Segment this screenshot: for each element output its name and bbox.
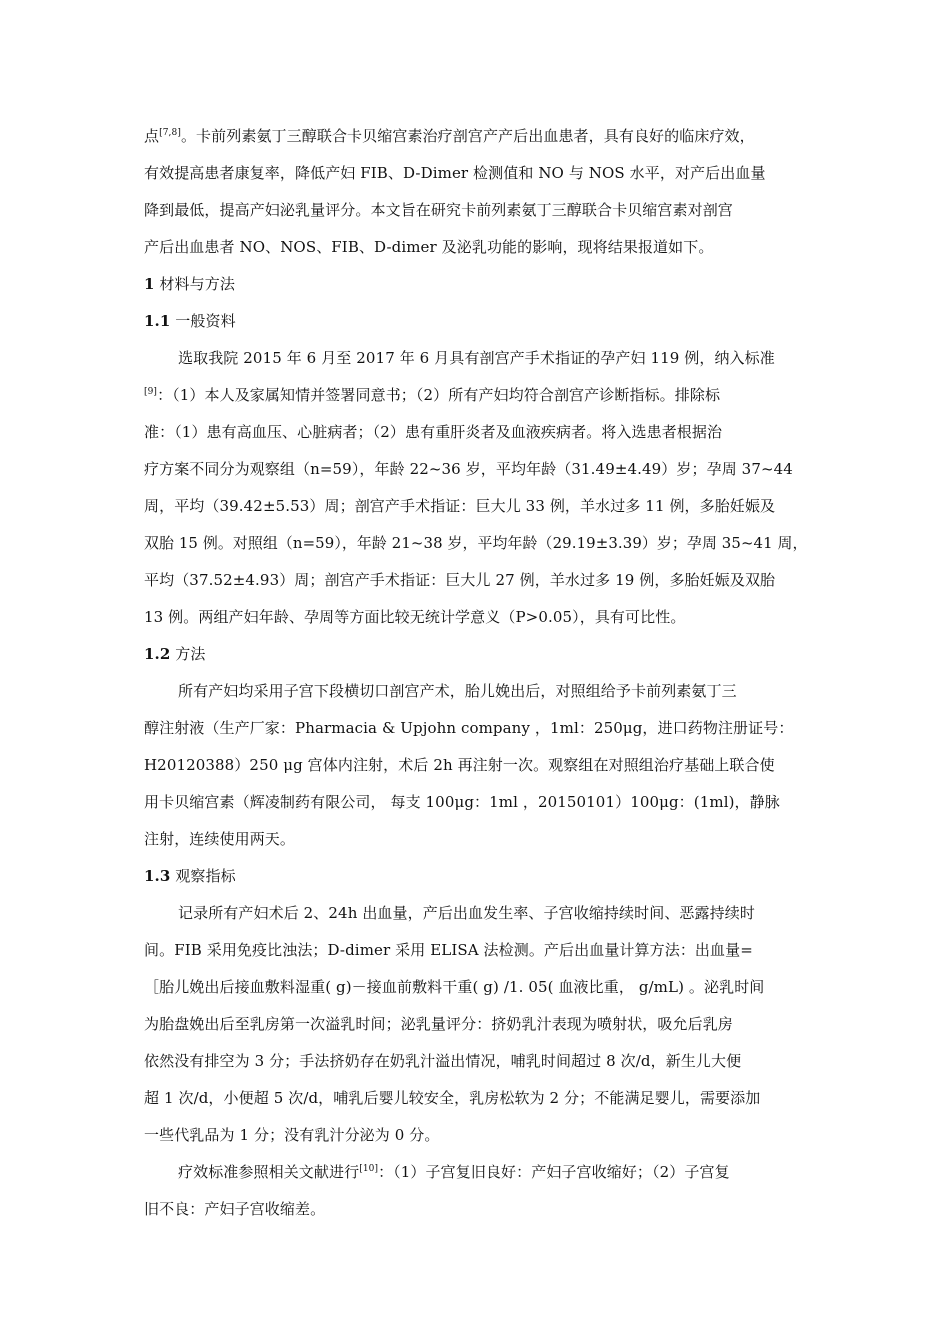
line-text-continued: ：（1）本人及家属知情并签署同意书；（2）所有产妇均符合剖宫产诊断指标。排除标 — [157, 386, 721, 404]
section-heading — [144, 636, 808, 673]
text-line — [144, 821, 808, 858]
text-line — [144, 710, 808, 747]
line-text: 点 — [144, 127, 160, 145]
line-text: 疗方案不同分为观察组（n=59），年龄 22~36 岁，平均年龄（31.49±4.49）岁；孕周 37~44 — [144, 460, 793, 478]
body-paragraph — [144, 895, 808, 1154]
text-line — [144, 229, 808, 266]
line-text: 为胎盘娩出后至乳房第一次溢乳时间；泌乳量评分：挤奶乳汁表现为喷射状，吸允后乳房 — [144, 1015, 733, 1033]
text-line — [144, 673, 808, 710]
text-line — [144, 1006, 808, 1043]
text-line — [144, 1117, 808, 1154]
section-heading — [144, 266, 808, 303]
line-text: 13 例。两组产妇年龄、孕周等方面比较无统计学意义（P>0.05），具有可比性。 — [144, 608, 686, 626]
text-line — [144, 1154, 808, 1191]
line-text: H20120388）250 μg 宫体内注射，术后 2h 再注射一次。观察组在对照组治疗基础上联合使 — [144, 756, 775, 774]
text-line — [144, 377, 808, 414]
line-text-continued: ：（1）子宫复旧良好：产妇子宫收缩好；（2）子宫复 — [378, 1163, 730, 1181]
section-number: 1.1 — [144, 312, 171, 330]
line-text: 记录所有产妇术后 2、24h 出血量，产后出血发生率、子宫收缩持续时间、恶露持续时 — [178, 904, 755, 922]
document-page — [144, 118, 808, 1228]
line-text: 平均（37.52±4.93）周；剖宫产手术指证：巨大儿 27 例，羊水过多 19 例，多胎妊娠及双胎 — [144, 571, 776, 589]
section-title: 方法 — [170, 645, 206, 663]
section-heading — [144, 858, 808, 895]
section-title: 材料与方法 — [154, 275, 235, 293]
text-line — [144, 1043, 808, 1080]
line-text: 旧不良：产妇子宫收缩差。 — [144, 1200, 326, 1218]
text-line — [144, 747, 808, 784]
citation-superscript: [7,8] — [159, 128, 181, 138]
text-line — [144, 118, 808, 155]
line-text: 产后出血患者 NO、NOS、FIB、D-dimer 及泌乳功能的影响，现将结果报道如下。 — [144, 238, 714, 256]
line-text: 降到最低，提高产妇泌乳量评分。本文旨在研究卡前列素氨丁三醇联合卡贝缩宫素对剖宫 — [144, 201, 733, 219]
body-paragraph — [144, 673, 808, 858]
line-text: 醇注射液（生产厂家：Pharmacia & Upjohn company ，1ml：250μg，进口药物注册证号： — [144, 719, 794, 737]
line-text: 注射，连续使用两天。 — [144, 830, 296, 848]
line-text: 所有产妇均采用子宫下段横切口剖宫产术，胎儿娩出后，对照组给予卡前列素氨丁三 — [178, 682, 737, 700]
line-text: 周，平均（39.42±5.53）周；剖宫产手术指证：巨大儿 33 例，羊水过多 11 例，多胎妊娠及 — [144, 497, 776, 515]
line-text: 超 1 次/d，小便超 5 次/d，哺乳后婴儿较安全，乳房松软为 2 分；不能满足婴儿，需要添加 — [144, 1089, 761, 1107]
line-text-continued: 。卡前列素氨丁三醇联合卡贝缩宫素治疗剖宫产产后出血患者，具有良好的临床疗效， — [180, 127, 755, 145]
text-line — [144, 895, 808, 932]
body-paragraph — [144, 1154, 808, 1228]
section-number: 1.2 — [144, 645, 171, 663]
section-heading — [144, 303, 808, 340]
line-text: 双胎 15 例。对照组（n=59），年龄 21~38 岁，平均年龄（29.19±3.39）岁；孕周 35~41 周， — [144, 534, 808, 552]
line-text: 一些代乳品为 1 分；没有乳汁分泌为 0 分。 — [144, 1126, 440, 1144]
line-text: 疗效标准参照相关文献进行 — [178, 1163, 360, 1181]
citation-superscript: [9] — [144, 387, 158, 397]
line-text: 依然没有排空为 3 分；手法挤奶存在奶乳汁溢出情况，哺乳时间超过 8 次/d，新生儿大便 — [144, 1052, 742, 1070]
text-line — [144, 488, 808, 525]
text-line — [144, 1191, 808, 1228]
line-text: 间。FIB 采用免疫比浊法；D-dimer 采用 ELISA 法检测。产后出血量计算方法：出血量= — [144, 941, 753, 959]
section-number: 1.3 — [144, 867, 171, 885]
text-line — [144, 969, 808, 1006]
text-line — [144, 562, 808, 599]
text-line — [144, 414, 808, 451]
line-text: ［胎儿娩出后接血敷料湿重( g)－接血前敷料干重( g) /1. 05( 血液比重， g/mL) 。泌乳时间 — [144, 978, 765, 996]
line-text: 准：（1）患有高血压、心脏病者；（2）患有重肝炎者及血液疾病者。将入选患者根据治 — [144, 423, 723, 441]
text-line — [144, 155, 808, 192]
body-paragraph — [144, 118, 808, 266]
text-line — [144, 932, 808, 969]
section-title: 观察指标 — [170, 867, 236, 885]
line-text: 选取我院 2015 年 6 月至 2017 年 6 月具有剖宫产手术指证的孕产妇 119 例，纳入标准 — [178, 349, 775, 367]
text-line — [144, 1080, 808, 1117]
text-line — [144, 599, 808, 636]
section-number: 1 — [144, 275, 155, 293]
section-title: 一般资料 — [170, 312, 236, 330]
line-text: 有效提高患者康复率，降低产妇 FIB、D-Dimer 检测值和 NO 与 NOS 水平，对产后出血量 — [144, 164, 766, 182]
text-line — [144, 340, 808, 377]
citation-superscript: [10] — [359, 1164, 379, 1174]
text-line — [144, 451, 808, 488]
body-paragraph — [144, 340, 808, 636]
line-text: 用卡贝缩宫素（辉凌制药有限公司， 每支 100μg：1ml ，20150101）100μg：(1ml)，静脉 — [144, 793, 780, 811]
text-line — [144, 784, 808, 821]
text-line — [144, 525, 808, 562]
text-line — [144, 192, 808, 229]
